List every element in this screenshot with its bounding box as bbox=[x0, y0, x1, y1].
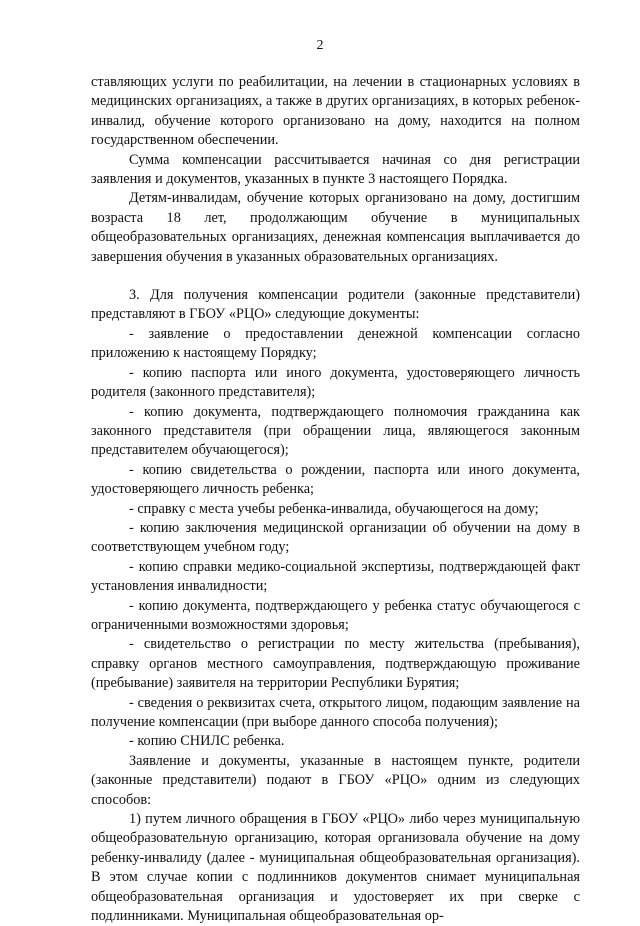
paragraph-submission-methods: Заявление и документы, указанные в настоящем пункте, родители (законные представители) подают в ГБОУ «РЦО» одним из следующих способов: bbox=[91, 752, 580, 808]
list-item: - заявление о предоставлении денежной компенсации согласно приложению к настоящему Порядку; bbox=[91, 325, 580, 362]
paragraph-disabled-children-18: Детям-инвалидам, обучение которых организовано на дому, достигшим возраста 18 лет, продолжающим обучение в муниципальных общеобразовательных организациях, денежная компенсация выплачивается до завершения обучения в указанных образовательных организациях. bbox=[91, 190, 580, 265]
paragraph-continuation: ставляющих услуги по реабилитации, на лечении в стационарных условиях в медицинских организациях, а также в других организациях, в которых ребенок-инвалид, обучение которого организовано на дому, находится на полном государственном обеспечении. bbox=[91, 74, 580, 149]
page-number: 2 bbox=[316, 38, 324, 53]
list-item: - копию документа, подтверждающего полномочия гражданина как законного представителя (при обращении лица, являющегося законным представителем обучающегося); bbox=[91, 403, 580, 459]
list-item: - копию справки медико-социальной экспертизы, подтверждающей факт установления инвалидности; bbox=[91, 558, 580, 595]
list-item: - копию свидетельства о рождении, паспорта или иного документа, удостоверяющего личность ребенка; bbox=[91, 461, 580, 498]
paragraph-item-3: 3. Для получения компенсации родители (законные представители) представляют в ГБОУ «РЦО» следующие документы: bbox=[91, 287, 580, 323]
list-item: - копию документа, подтверждающего у ребенка статус обучающегося с ограниченными возможностями здоровья; bbox=[91, 597, 580, 633]
list-item: - копию паспорта или иного документа, удостоверяющего личность родителя (законного представителя); bbox=[91, 364, 580, 401]
paragraph-compensation-sum: Сумма компенсации рассчитывается начиная со дня регистрации заявления и документов, указанных в пункте 3 настоящего Порядка. bbox=[91, 151, 580, 188]
list-item: - свидетельство о регистрации по месту жительства (пребывания), справку органов местного самоуправления, подтверждающую проживание (пребывание) заявителя на территории Республики Бурятия; bbox=[91, 636, 580, 692]
list-item: - сведения о реквизитах счета, открытого лицом, подающим заявление на получение компенсации (при выборе данного способа получения); bbox=[91, 694, 580, 730]
list-item: - копию СНИЛС ребенка. bbox=[129, 733, 285, 750]
list-item: - копию заключения медицинской организации об обучении на дому в соответствующем учебном году; bbox=[91, 519, 580, 556]
list-item: - справку с места учебы ребенка-инвалида, обучающегося на дому; bbox=[129, 500, 539, 517]
paragraph-method-1: 1) путем личного обращения в ГБОУ «РЦО» либо через муниципальную общеобразовательную организацию, которая организовала обучение на дому ребенку-инвалиду (далее - муниципальная общеобразовательная организация). В этом случае копии с подлинников документов снимает муниципальная общеобразовательная организация и удостоверяет их при сверке с подлинниками. Муниципальная общеобразовательная ор- bbox=[91, 811, 580, 925]
document-body bbox=[91, 73, 580, 926]
